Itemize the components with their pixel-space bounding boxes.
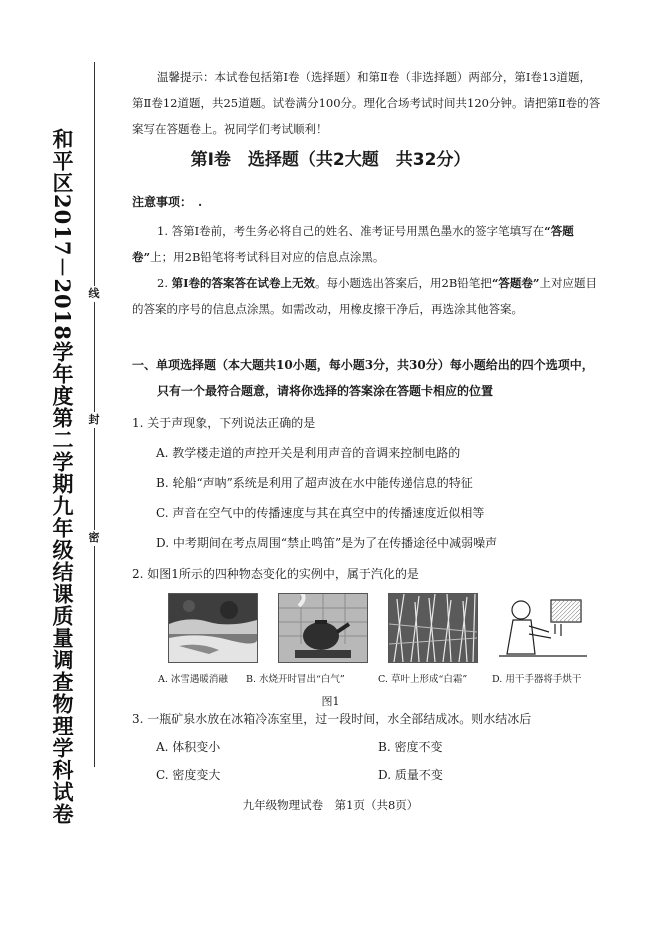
question-1-option-b: B. 轮船“声呐”系统是利用了超声波在水中能传递信息的特征: [156, 476, 473, 490]
figure-label: 图1: [321, 695, 340, 708]
question-3-option-c: C. 密度变大: [156, 768, 221, 782]
question-1-option-c: C. 声音在空气中的传播速度与其在真空中的传播速度近似相等: [156, 506, 485, 520]
figure-1-row: [160, 593, 600, 663]
question-3-option-b: B. 密度不变: [378, 740, 443, 754]
notice-item-1: [132, 218, 602, 270]
figure-caption-c: C. 草叶上形成“白霜”: [378, 674, 468, 685]
binding-mark-secret: 密: [88, 531, 100, 544]
part-one-heading: [132, 352, 612, 404]
question-1-option-d: D. 中考期间在考点周围“禁止鸣笛”是为了在传播途径中减弱噪声: [156, 536, 498, 550]
notice-item-2: [132, 270, 602, 322]
figure-d-hand-dryer: [498, 593, 588, 663]
notice-2-post: 上对应题目的答案的序号的信息点涂黑。如需改动，用橡皮擦干净后，再选涂其他答案。: [132, 276, 598, 316]
figure-a-snow-melting: [168, 593, 258, 663]
part-heading-line1: 一、单项选择题（本大题共10小题，每小题3分，共30分）每小题给出的四个选项中，: [132, 358, 594, 372]
binding-mark-seal: 封: [88, 413, 100, 426]
figure-c-frost-grass: [388, 593, 478, 663]
question-3-stem: 3. 一瓶矿泉水放在冰箱冷冻室里，过一段时间，水全部结成冰。则水结冰后: [132, 712, 532, 726]
question-3-option-d: D. 质量不变: [378, 768, 443, 782]
question-3-option-a: A. 体积变小: [156, 740, 221, 754]
notice-2-bold: 第Ⅰ卷的答案答在试卷上无效: [171, 276, 316, 290]
page-footer: 九年级物理试卷 第1页（共8页）: [242, 798, 419, 812]
figure-caption-b: B. 水烧开时冒出“白气”: [246, 674, 345, 685]
section-title: 第Ⅰ卷 选择题（共2大题 共32分）: [190, 150, 471, 170]
question-1-option-a: A. 教学楼走道的声控开关是利用声音的音调来控制电路的: [156, 446, 461, 460]
notice-2-pre: 2.: [157, 276, 172, 290]
question-2-stem: 2. 如图1所示的四种物态变化的实例中，属于汽化的是: [132, 567, 419, 581]
notice-1-post: 上；用2B铅笔将考试科目对应的信息点涂黑。: [150, 250, 385, 264]
binding-mark-line: 线: [88, 287, 100, 300]
figure-b-kettle-steam: [278, 593, 368, 663]
part-heading-line2: 只有一个最符合题意，请将你选择的答案涂在答题卡相应的位置: [157, 384, 494, 398]
question-1-stem: 1. 关于声现象，下列说法正确的是: [132, 416, 316, 430]
intro-text: 温馨提示：本试卷包括第Ⅰ卷（选择题）和第Ⅱ卷（非选择题）两部分，第Ⅰ卷13道题，第Ⅱ卷12道题，共25道题。试卷满分100分。理化合场考试时间共120分钟。请把第Ⅱ卷的答案写在答题卷上。祝同学们考试顺利！: [132, 70, 601, 136]
notice-2-bold2: “答题卷”: [491, 276, 540, 290]
side-title: 和平区2017－2018学年度第二学期九年级结课质量调查物理学科试卷: [50, 128, 75, 825]
notice-heading: 注意事项： .: [132, 195, 203, 209]
notice-2-mid: 。每小题选出答案后，用2B铅笔把: [315, 276, 492, 290]
figure-caption-d: D. 用干手器将手烘干: [492, 674, 582, 685]
figure-caption-a: A. 冰雪遇暖消融: [158, 674, 228, 685]
notice-1-pre: 1. 答第Ⅰ卷前，考生务必将自己的姓名、准考证号用黑色墨水的签字笔填写在: [157, 224, 545, 238]
notice-1-bold: “答题卷”: [132, 224, 574, 264]
